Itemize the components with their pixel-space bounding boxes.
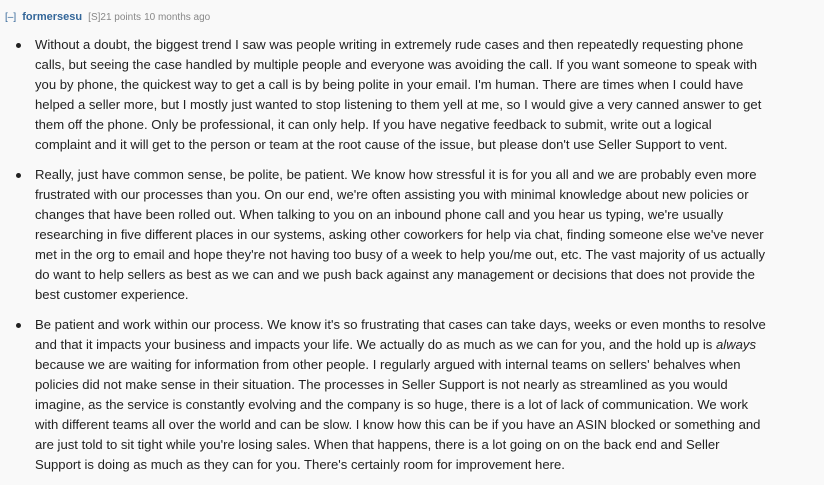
author-flair: [S] xyxy=(88,12,101,23)
comment-tagline xyxy=(5,10,210,25)
collapse-toggle[interactable]: [–] xyxy=(5,12,17,23)
text-line: Be patient and work within our process. We know it's so frustrating that cases can take days, weeks or even months to resolve xyxy=(35,317,766,332)
comment-points: 21 points xyxy=(100,12,141,23)
author-link[interactable]: formersesu xyxy=(22,11,83,23)
text-line: them off the phone. Only be professional, it can only help. If you have negative feedback to submit, write out a logical xyxy=(35,117,712,132)
text-line-start: and that it impacts your business and impacts your life. We actually do as much as we can for you, and the hold up is xyxy=(35,337,716,352)
text-line: best customer experience. xyxy=(35,287,189,302)
text-line: calls, but seeing the case handled by multiple people and everyone was avoiding the call. If you want someone to speak with xyxy=(35,57,758,72)
text-line: imagine, as the service is constantly evolving and the company is so huge, there is a lot of lack of communication. We work xyxy=(35,397,748,412)
text-line: frustrated with our processes than you. On our end, we're often assisting you with minimal knowledge about new policies or xyxy=(35,187,749,202)
text-line: Support is doing as much as they can for you. There's certainly room for improvement here. xyxy=(35,457,565,472)
comment-body xyxy=(0,35,824,485)
bullet-icon xyxy=(16,43,21,48)
text-line: because we are waiting for information from other people. I regularly argued with internal teams on sellers' behalves when xyxy=(35,357,741,372)
text-line: are just told to sit tight while you're losing sales. When that happens, there is a lot going on on the back end and Seller xyxy=(35,437,720,452)
comment-time: 10 months ago xyxy=(144,12,211,23)
comment-paragraph xyxy=(0,165,824,305)
text-line: with different teams all over the world and can be slow. I know how this can be if you have an ASIN blocked or something and xyxy=(35,417,761,432)
text-line: complaint and it will get to the person or team at the root cause of the issue, but please don't use Seller Support to vent. xyxy=(35,137,728,152)
comment-paragraph xyxy=(0,35,824,155)
text-line: researching in five different places in our systems, asking other coworkers for help via chat, finding someone else we've never xyxy=(35,227,764,242)
bullet-icon xyxy=(16,323,21,328)
text-line: changes that have been rolled out. When talking to you on an inbound phone call and you hear us typing, we're usually xyxy=(35,207,724,222)
text-line: policies did not make sense in their situation. The processes in Seller Support is not nearly as streamlined as you would xyxy=(35,377,728,392)
text-line xyxy=(35,335,824,355)
text-line: Without a doubt, the biggest trend I saw was people writing in extremely rude cases and then repeatedly requesting phone xyxy=(35,37,744,52)
text-line: you by phone, the quickest way to get a call is by being polite in your email. I'm human. There are times when I could have xyxy=(35,77,744,92)
text-line: helped a seller more, but I mostly just wanted to stop listening to them yell at me, so I would give a very canned answer to get xyxy=(35,97,762,112)
bullet-icon xyxy=(16,173,21,178)
text-line: Really, just have common sense, be polite, be patient. We know how stressful it is for you all and we are probably even more xyxy=(35,167,757,182)
text-line: met in the org to email and hope they're not having too busy of a week to help you/me out, etc. The vast majority of us actually xyxy=(35,247,766,262)
emphasis-text: always xyxy=(716,337,757,352)
text-line: do want to help sellers as best as we can and we push back against any management or decisions that does not provide the xyxy=(35,267,755,282)
comment-paragraph xyxy=(0,315,824,475)
